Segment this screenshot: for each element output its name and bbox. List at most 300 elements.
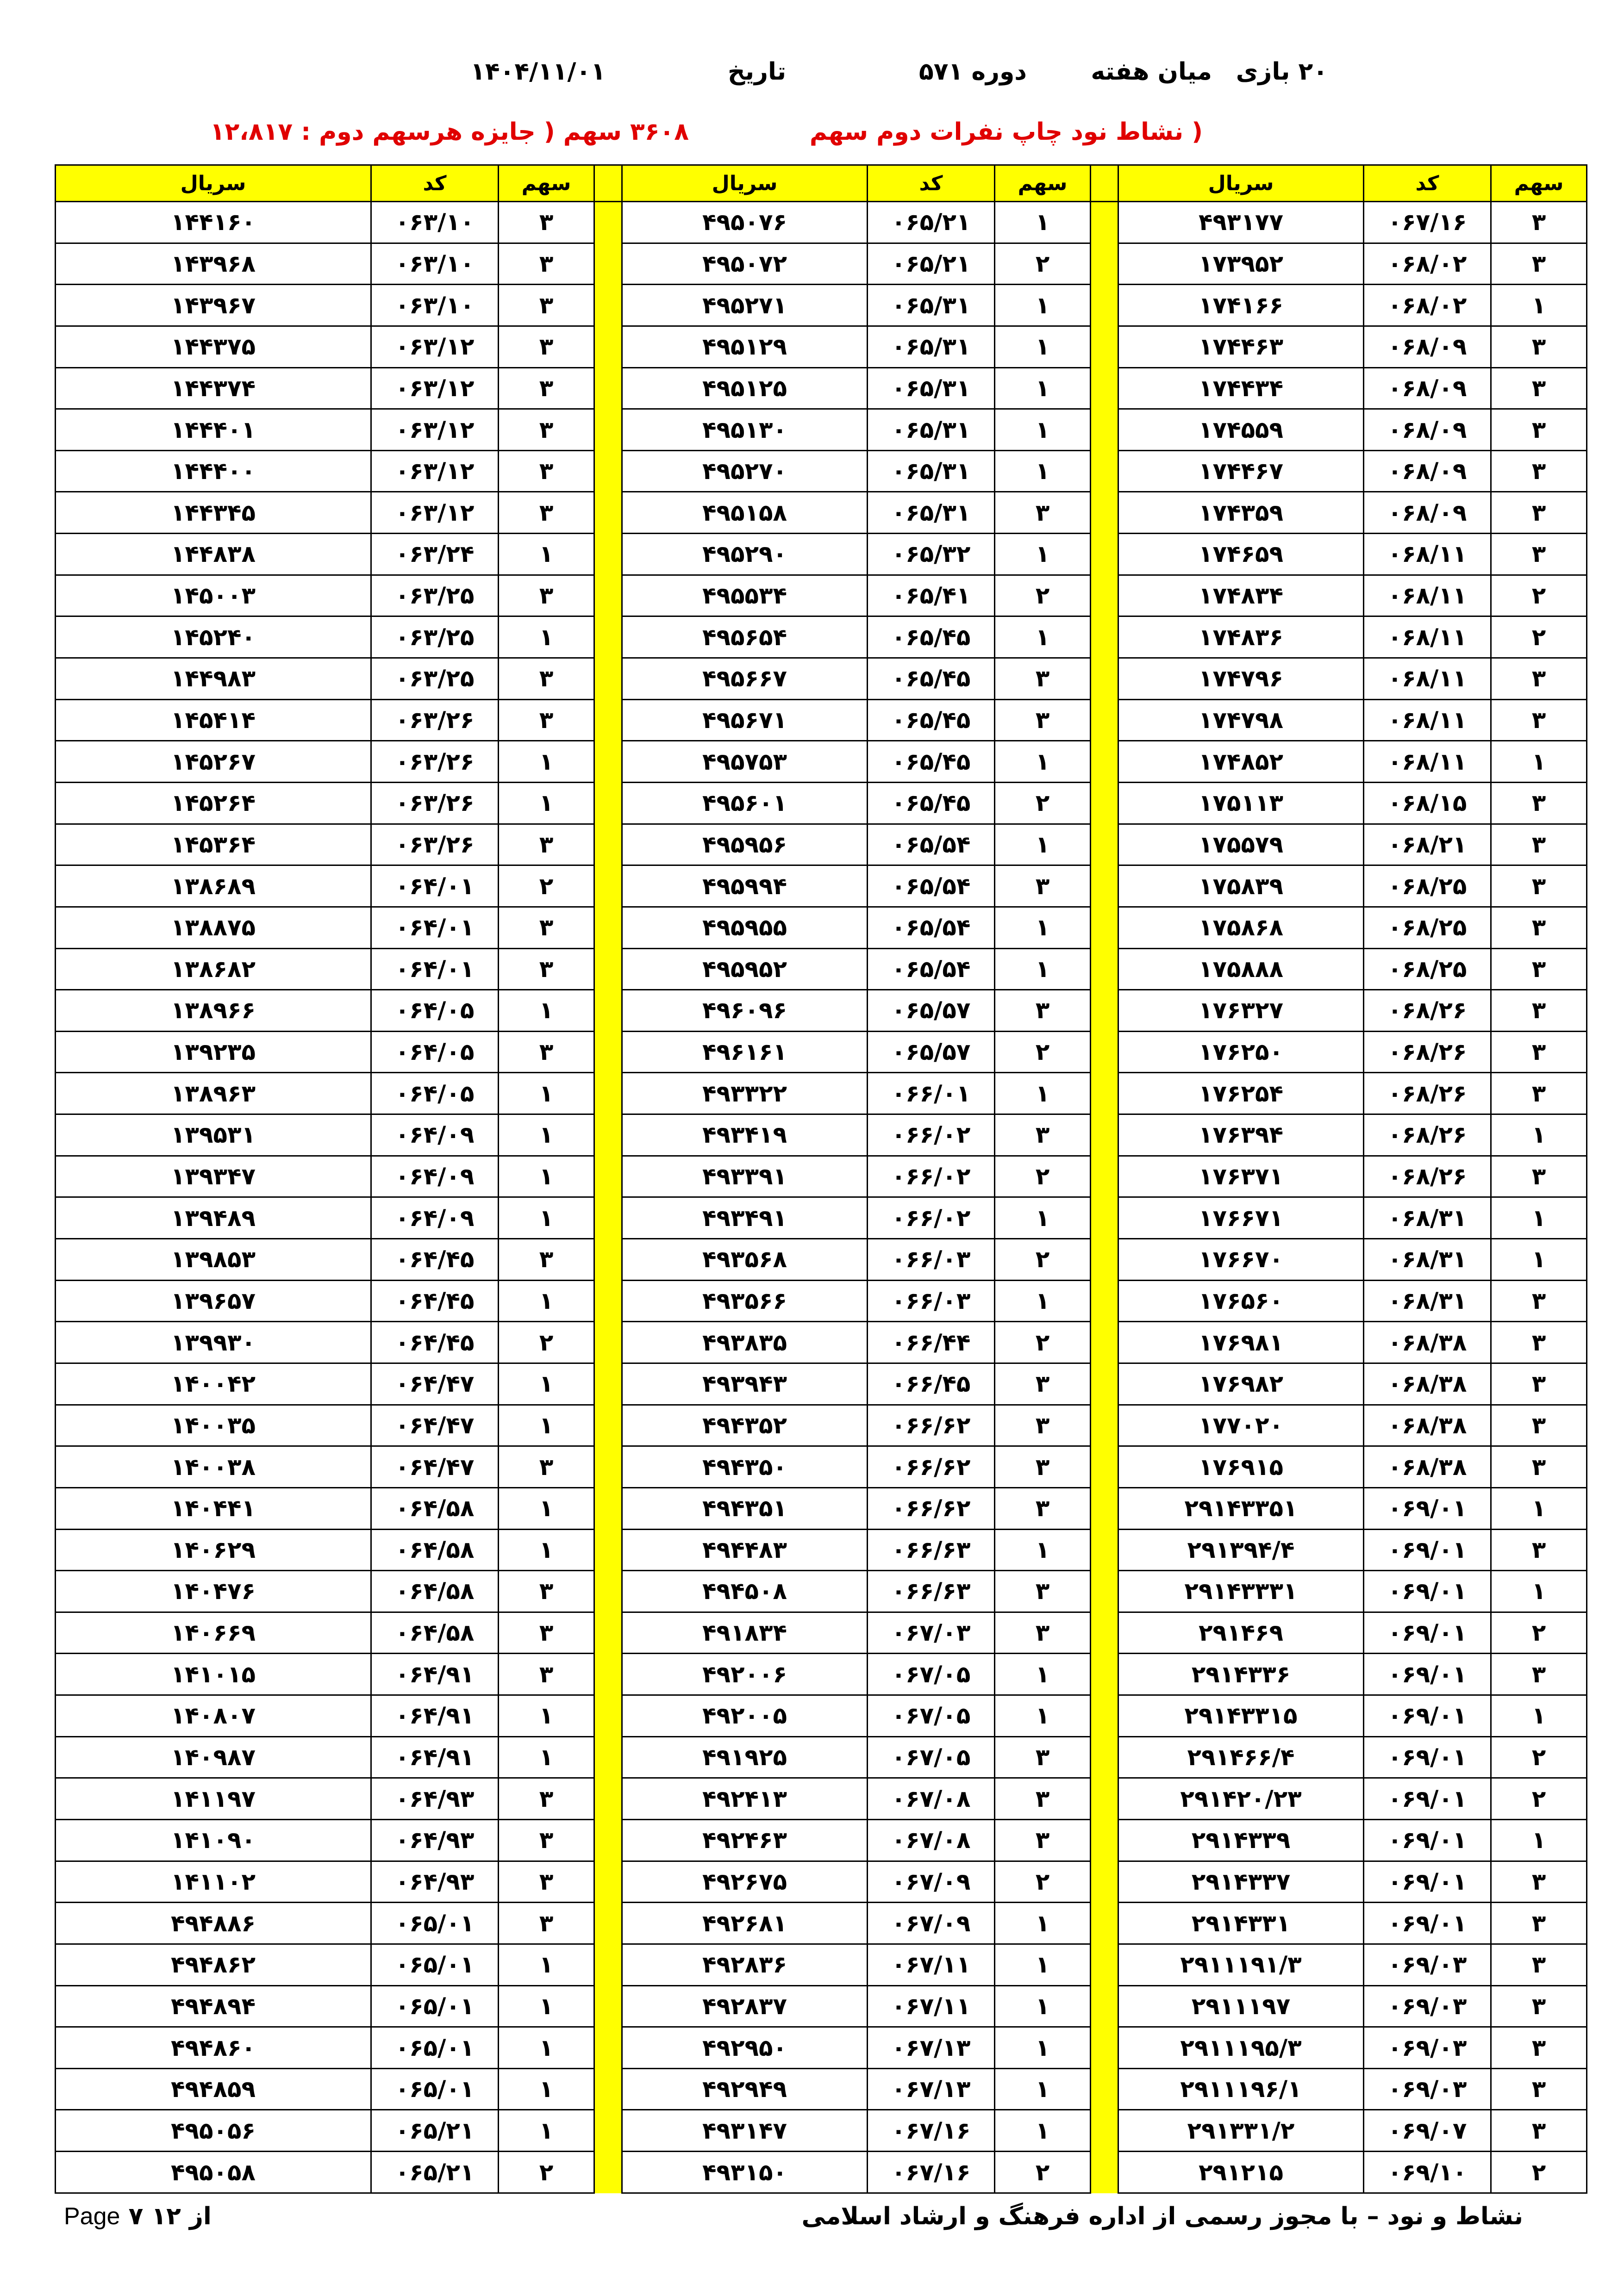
cell-serial: ۴۹۵۷۵۳ [622,741,868,783]
cell-code: ۰۶۵/۰۱ [371,1985,499,2027]
cell-serial: ۱۴۱۱۹۷ [56,1778,371,1820]
cell-code: ۰۶۸/۳۱ [1364,1239,1491,1281]
cell-share: ۱ [499,616,594,658]
cell-serial: ۴۹۵۰۵۶ [56,2110,371,2152]
table-row [56,616,1587,658]
cell-serial: ۱۴۵۰۰۳ [56,575,371,616]
table-row [56,1405,1587,1446]
table-row [56,1695,1587,1737]
cell-code: ۰۶۷/۱۳ [868,2068,995,2110]
cell-code: ۰۶۳/۲۶ [371,699,499,741]
col-separator [594,741,622,783]
cell-share: ۳ [1491,782,1587,824]
cell-serial: ۱۴۴۹۸۳ [56,658,371,700]
cell-serial: ۱۷۴۸۳۶ [1118,616,1364,658]
cell-serial: ۴۹۵۵۳۴ [622,575,868,616]
col-header-serial: سریال [622,165,868,202]
col-separator [1091,1239,1118,1281]
cell-share: ۲ [995,2152,1091,2193]
cell-share: ۲ [995,1031,1091,1073]
cell-share: ۱ [499,1280,594,1322]
cell-share: ۱ [1491,1197,1587,1239]
cell-serial: ۱۴۴۱۶۰ [56,202,371,243]
cell-code: ۰۶۳/۱۰ [371,285,499,326]
cell-serial: ۱۳۸۶۸۲ [56,948,371,990]
col-separator [594,1031,622,1073]
cell-share: ۳ [499,326,594,367]
cell-share: ۲ [995,1239,1091,1281]
cell-share: ۳ [499,285,594,326]
cell-share: ۳ [1491,202,1587,243]
cell-share: ۱ [995,948,1091,990]
cell-code: ۰۶۷/۱۶ [868,2152,995,2193]
cell-serial: ۴۹۳۱۷۷ [1118,202,1364,243]
cell-code: ۰۶۸/۲۶ [1364,1073,1491,1114]
col-separator [594,534,622,575]
cell-share: ۲ [1491,616,1587,658]
cell-serial: ۲۹۱۴۳۳۵۱ [1118,1487,1364,1529]
cell-share: ۲ [1491,1612,1587,1654]
cell-share: ۳ [499,907,594,948]
col-separator [594,1405,622,1446]
cell-serial: ۴۹۳۵۶۸ [622,1239,868,1281]
cell-code: ۰۶۷/۰۹ [868,1861,995,1903]
cell-serial: ۲۹۱۱۱۹۶/۱ [1118,2068,1364,2110]
cell-share: ۳ [1491,243,1587,285]
table-row [56,990,1587,1032]
cell-serial: ۴۹۲۶۷۵ [622,1861,868,1903]
cell-code: ۰۶۵/۲۱ [868,202,995,243]
cell-share: ۱ [995,741,1091,783]
cell-share: ۳ [1491,1031,1587,1073]
cell-code: ۰۶۷/۰۵ [868,1695,995,1737]
cell-code: ۰۶۳/۱۲ [371,409,499,451]
cell-serial: ۴۹۳۱۵۰ [622,2152,868,2193]
col-header-share: سهم [499,165,594,202]
col-separator [1091,1903,1118,1944]
cell-share: ۳ [995,1405,1091,1446]
cell-share: ۱ [499,2068,594,2110]
cell-serial: ۴۹۴۳۵۲ [622,1405,868,1446]
cell-code: ۰۶۸/۲۶ [1364,1031,1491,1073]
col-separator [1091,202,1118,243]
cell-code: ۰۶۳/۲۴ [371,534,499,575]
cell-serial: ۱۴۱۰۱۵ [56,1654,371,1695]
cell-serial: ۲۹۱۴۳۳۳۱ [1118,1571,1364,1612]
col-separator [594,367,622,409]
page-label: Page [64,2203,120,2230]
cell-serial: ۴۹۵۲۹۰ [622,534,868,575]
table-header-row [56,165,1587,202]
col-separator [594,165,622,202]
col-separator [1091,165,1118,202]
col-separator [594,243,622,285]
cell-share: ۲ [995,243,1091,285]
col-header-share: سهم [995,165,1091,202]
cell-share: ۳ [1491,1529,1587,1571]
cell-share: ۱ [995,534,1091,575]
cell-serial: ۴۹۲۹۵۰ [622,2027,868,2069]
cell-code: ۰۶۵/۳۲ [868,534,995,575]
cell-share: ۱ [1491,1114,1587,1156]
cell-serial: ۴۹۶۰۹۶ [622,990,868,1032]
cell-code: ۰۶۵/۳۱ [868,492,995,534]
col-separator [1091,824,1118,865]
table-row [56,1073,1587,1114]
cell-share: ۳ [995,1571,1091,1612]
table-body [56,202,1587,2193]
page-indicator [64,2203,212,2230]
col-separator [594,1903,622,1944]
cell-share: ۳ [1491,948,1587,990]
table-row [56,1363,1587,1405]
cell-code: ۰۶۵/۵۷ [868,1031,995,1073]
cell-serial: ۴۹۵۶۶۷ [622,658,868,700]
cell-serial: ۴۹۵۲۷۱ [622,285,868,326]
table-row [56,741,1587,783]
cell-share: ۳ [1491,1903,1587,1944]
cell-code: ۰۶۸/۲۶ [1364,1114,1491,1156]
cell-code: ۰۶۳/۲۵ [371,658,499,700]
cell-serial: ۱۴۴۳۴۵ [56,492,371,534]
cell-serial: ۱۳۸۶۸۹ [56,865,371,907]
col-separator [1091,1944,1118,1985]
cell-share: ۱ [499,1695,594,1737]
cell-code: ۰۶۳/۱۲ [371,492,499,534]
cell-serial: ۱۷۴۴۶۳ [1118,326,1364,367]
cell-share: ۱ [995,202,1091,243]
cell-serial: ۲۹۱۴۶۶/۴ [1118,1736,1364,1778]
col-separator [594,575,622,616]
cell-serial: ۴۹۳۳۹۱ [622,1156,868,1197]
cell-share: ۳ [499,948,594,990]
cell-serial: ۴۹۲۰۰۵ [622,1695,868,1737]
table-row [56,534,1587,575]
cell-serial: ۱۴۴۳۷۴ [56,367,371,409]
table-row [56,907,1587,948]
cell-share: ۱ [1491,1695,1587,1737]
table-row [56,1654,1587,1695]
cell-code: ۰۶۹/۰۱ [1364,1778,1491,1820]
cell-serial: ۴۹۲۶۸۱ [622,1903,868,1944]
date-value: ۱۴۰۴/۱۱/۰۱ [470,58,606,86]
cell-serial: ۴۹۵۰۷۶ [622,202,868,243]
cell-share: ۱ [995,450,1091,492]
col-separator [1091,741,1118,783]
cell-share: ۱ [995,326,1091,367]
cell-serial: ۲۹۱۳۹۴/۴ [1118,1529,1364,1571]
cell-code: ۰۶۴/۹۳ [371,1861,499,1903]
cell-serial: ۲۹۱۴۳۳۹ [1118,1819,1364,1861]
cell-serial: ۱۷۵۵۷۹ [1118,824,1364,865]
cell-code: ۰۶۵/۵۷ [868,990,995,1032]
col-separator [1091,285,1118,326]
cell-share: ۳ [499,1446,594,1488]
cell-share: ۳ [499,450,594,492]
cell-share: ۳ [499,492,594,534]
cell-serial: ۱۷۶۲۵۰ [1118,1031,1364,1073]
cell-share: ۱ [995,1280,1091,1322]
col-separator [1091,1363,1118,1405]
cell-share: ۱ [1491,1571,1587,1612]
cell-code: ۰۶۵/۵۴ [868,907,995,948]
cell-share: ۲ [995,1322,1091,1363]
cell-serial: ۴۹۴۸۸۶ [56,1903,371,1944]
cell-serial: ۱۷۶۳۹۴ [1118,1114,1364,1156]
cell-code: ۰۶۶/۰۲ [868,1114,995,1156]
cell-share: ۱ [995,1985,1091,2027]
cell-serial: ۴۹۵۹۵۶ [622,824,868,865]
cell-serial: ۴۹۴۳۵۰ [622,1446,868,1488]
cell-share: ۳ [995,699,1091,741]
cell-code: ۰۶۸/۳۸ [1364,1446,1491,1488]
cell-code: ۰۶۴/۹۱ [371,1654,499,1695]
cell-code: ۰۶۸/۲۱ [1364,824,1491,865]
col-separator [594,1819,622,1861]
cell-share: ۲ [995,1861,1091,1903]
cell-code: ۰۶۴/۰۱ [371,948,499,990]
cell-code: ۰۶۵/۳۱ [868,367,995,409]
cell-code: ۰۶۴/۹۳ [371,1819,499,1861]
license-text: نشاط و نود – با مجوز رسمی از اداره فرهنگ و ارشاد اسلامی [801,2203,1523,2230]
cell-serial: ۱۴۴۴۰۰ [56,450,371,492]
page-total: از ۱۲ [151,2203,212,2230]
table-row [56,699,1587,741]
col-separator [1091,1612,1118,1654]
cell-share: ۲ [1491,575,1587,616]
cell-share: ۱ [995,1654,1091,1695]
cell-serial: ۱۷۴۷۹۶ [1118,658,1364,700]
cell-share: ۲ [1491,1736,1587,1778]
col-header-code: کد [1364,165,1491,202]
cell-code: ۰۶۹/۰۱ [1364,1487,1491,1529]
cell-code: ۰۶۴/۴۷ [371,1446,499,1488]
cell-share: ۱ [499,1487,594,1529]
col-separator [1091,1280,1118,1322]
cell-share: ۳ [1491,699,1587,741]
cell-code: ۰۶۸/۲۶ [1364,990,1491,1032]
cell-code: ۰۶۵/۴۱ [868,575,995,616]
cell-serial: ۲۹۱۴۲۰/۲۳ [1118,1778,1364,1820]
cell-serial: ۴۹۵۹۵۲ [622,948,868,990]
cell-serial: ۴۹۵۲۷۰ [622,450,868,492]
cell-code: ۰۶۸/۳۸ [1364,1322,1491,1363]
cell-share: ۳ [499,243,594,285]
cell-serial: ۱۴۰۰۴۲ [56,1363,371,1405]
cell-code: ۰۶۳/۲۶ [371,824,499,865]
cell-serial: ۱۷۶۶۷۱ [1118,1197,1364,1239]
cell-share: ۱ [499,1944,594,1985]
cell-code: ۰۶۸/۲۵ [1364,907,1491,948]
cell-code: ۰۶۸/۲۵ [1364,948,1491,990]
col-separator [1091,1819,1118,1861]
cell-share: ۱ [995,285,1091,326]
cell-code: ۰۶۸/۱۵ [1364,782,1491,824]
cell-share: ۱ [995,2027,1091,2069]
cell-share: ۳ [1491,1363,1587,1405]
cell-code: ۰۶۶/۴۵ [868,1363,995,1405]
table-row [56,326,1587,367]
cell-code: ۰۶۶/۶۳ [868,1571,995,1612]
cell-serial: ۴۹۴۵۰۸ [622,1571,868,1612]
cell-serial: ۱۷۶۹۸۲ [1118,1363,1364,1405]
cell-code: ۰۶۸/۱۱ [1364,575,1491,616]
col-separator [1091,907,1118,948]
table-row [56,243,1587,285]
col-separator [594,2152,622,2193]
cell-share: ۲ [499,1322,594,1363]
cell-serial: ۱۴۰۶۲۹ [56,1529,371,1571]
cell-share: ۱ [499,534,594,575]
col-separator [594,1778,622,1820]
col-separator [1091,2068,1118,2110]
cell-share: ۳ [499,1778,594,1820]
cell-share: ۳ [499,1612,594,1654]
cell-serial: ۲۹۱۱۱۹۱/۳ [1118,1944,1364,1985]
col-separator [594,202,622,243]
col-separator [1091,575,1118,616]
cell-serial: ۴۹۴۸۹۴ [56,1985,371,2027]
cell-serial: ۴۹۵۹۵۵ [622,907,868,948]
cell-share: ۳ [499,367,594,409]
table-row [56,1612,1587,1654]
table-row [56,865,1587,907]
table-row [56,1031,1587,1073]
subheader-title: ( نشاط نود چاپ نفرات دوم سهم [809,118,1203,146]
col-separator [1091,1778,1118,1820]
cell-share: ۱ [499,1363,594,1405]
cell-code: ۰۶۷/۰۵ [868,1736,995,1778]
cell-code: ۰۶۷/۱۱ [868,1944,995,1985]
table-row [56,2110,1587,2152]
col-header-code: کد [371,165,499,202]
cell-share: ۳ [995,1819,1091,1861]
cell-serial: ۱۷۵۸۶۸ [1118,907,1364,948]
cell-serial: ۲۹۱۴۶۹ [1118,1612,1364,1654]
cell-code: ۰۶۴/۴۵ [371,1280,499,1322]
page-header [0,53,1624,104]
cell-code: ۰۶۸/۰۲ [1364,243,1491,285]
cell-share: ۱ [499,2110,594,2152]
winners-table [55,164,1587,2194]
cell-serial: ۱۳۹۳۴۷ [56,1156,371,1197]
table-row [56,658,1587,700]
col-separator [594,1156,622,1197]
col-separator [594,658,622,700]
table-row [56,1156,1587,1197]
cell-share: ۳ [1491,534,1587,575]
cell-serial: ۴۹۴۸۶۰ [56,2027,371,2069]
col-separator [1091,1487,1118,1529]
cell-serial: ۱۴۰۴۷۶ [56,1571,371,1612]
cell-code: ۰۶۵/۴۵ [868,782,995,824]
table-row [56,1487,1587,1529]
cell-code: ۰۶۵/۲۱ [371,2152,499,2193]
cell-share: ۱ [1491,741,1587,783]
cell-serial: ۴۹۳۴۹۱ [622,1197,868,1239]
cell-share: ۳ [1491,824,1587,865]
cell-serial: ۱۷۶۳۷۱ [1118,1156,1364,1197]
cell-code: ۰۶۳/۲۵ [371,616,499,658]
col-separator [1091,1861,1118,1903]
cell-share: ۳ [499,1819,594,1861]
cell-serial: ۴۹۴۸۵۹ [56,2068,371,2110]
cell-code: ۰۶۶/۰۳ [868,1280,995,1322]
cell-code: ۰۶۸/۱۱ [1364,658,1491,700]
cell-serial: ۱۳۸۹۶۳ [56,1073,371,1114]
subheader-prize: ۳۶۰۸ سهم ( جایزه هرسهم دوم : ۱۲،۸۱۷ [210,118,689,146]
table-row [56,1529,1587,1571]
cell-serial: ۱۷۴۳۵۹ [1118,492,1364,534]
cell-code: ۰۶۹/۰۱ [1364,1529,1491,1571]
table-row [56,450,1587,492]
col-separator [594,1363,622,1405]
col-separator [594,865,622,907]
cell-code: ۰۶۳/۲۵ [371,575,499,616]
cell-share: ۱ [499,990,594,1032]
cell-code: ۰۶۵/۰۱ [371,1944,499,1985]
cell-share: ۱ [499,1197,594,1239]
date-label: تاریخ [728,58,786,86]
cell-code: ۰۶۵/۳۱ [868,409,995,451]
cell-code: ۰۶۸/۰۹ [1364,326,1491,367]
cell-code: ۰۶۸/۲۵ [1364,865,1491,907]
cell-serial: ۱۳۸۹۶۶ [56,990,371,1032]
cell-share: ۱ [995,1529,1091,1571]
cell-share: ۱ [499,782,594,824]
cell-share: ۳ [995,1778,1091,1820]
cell-serial: ۴۹۵۱۵۸ [622,492,868,534]
page-number: ۷ [128,2203,144,2230]
cell-share: ۳ [1491,1405,1587,1446]
col-separator [594,1571,622,1612]
col-separator [594,616,622,658]
cell-serial: ۱۴۴۳۷۵ [56,326,371,367]
cell-share: ۱ [995,409,1091,451]
cell-serial: ۱۷۴۱۶۶ [1118,285,1364,326]
cell-code: ۰۶۵/۴۵ [868,616,995,658]
col-separator [1091,534,1118,575]
col-separator [1091,2027,1118,2069]
col-separator [1091,1322,1118,1363]
cell-serial: ۱۷۶۲۵۴ [1118,1073,1364,1114]
cell-serial: ۱۴۰۸۰۷ [56,1695,371,1737]
cell-code: ۰۶۵/۵۴ [868,824,995,865]
cell-serial: ۱۷۴۴۳۴ [1118,367,1364,409]
cell-code: ۰۶۹/۱۰ [1364,2152,1491,2193]
cell-share: ۳ [1491,492,1587,534]
cell-serial: ۱۳۹۹۳۰ [56,1322,371,1363]
cell-code: ۰۶۵/۰۱ [371,2027,499,2069]
cell-code: ۰۶۹/۰۱ [1364,1654,1491,1695]
cell-share: ۳ [499,824,594,865]
cell-share: ۱ [499,741,594,783]
col-separator [1091,409,1118,451]
cell-code: ۰۶۴/۵۸ [371,1529,499,1571]
cell-share: ۱ [1491,1819,1587,1861]
cell-code: ۰۶۶/۶۲ [868,1487,995,1529]
col-separator [594,824,622,865]
cell-code: ۰۶۶/۰۲ [868,1156,995,1197]
table-row [56,1861,1587,1903]
cell-code: ۰۶۹/۰۳ [1364,1944,1491,1985]
cell-share: ۲ [499,2152,594,2193]
cell-code: ۰۶۸/۱۱ [1364,534,1491,575]
cell-serial: ۱۷۴۶۵۹ [1118,534,1364,575]
cell-serial: ۱۴۱۰۹۰ [56,1819,371,1861]
col-separator [594,1197,622,1239]
cell-serial: ۱۷۴۸۵۲ [1118,741,1364,783]
